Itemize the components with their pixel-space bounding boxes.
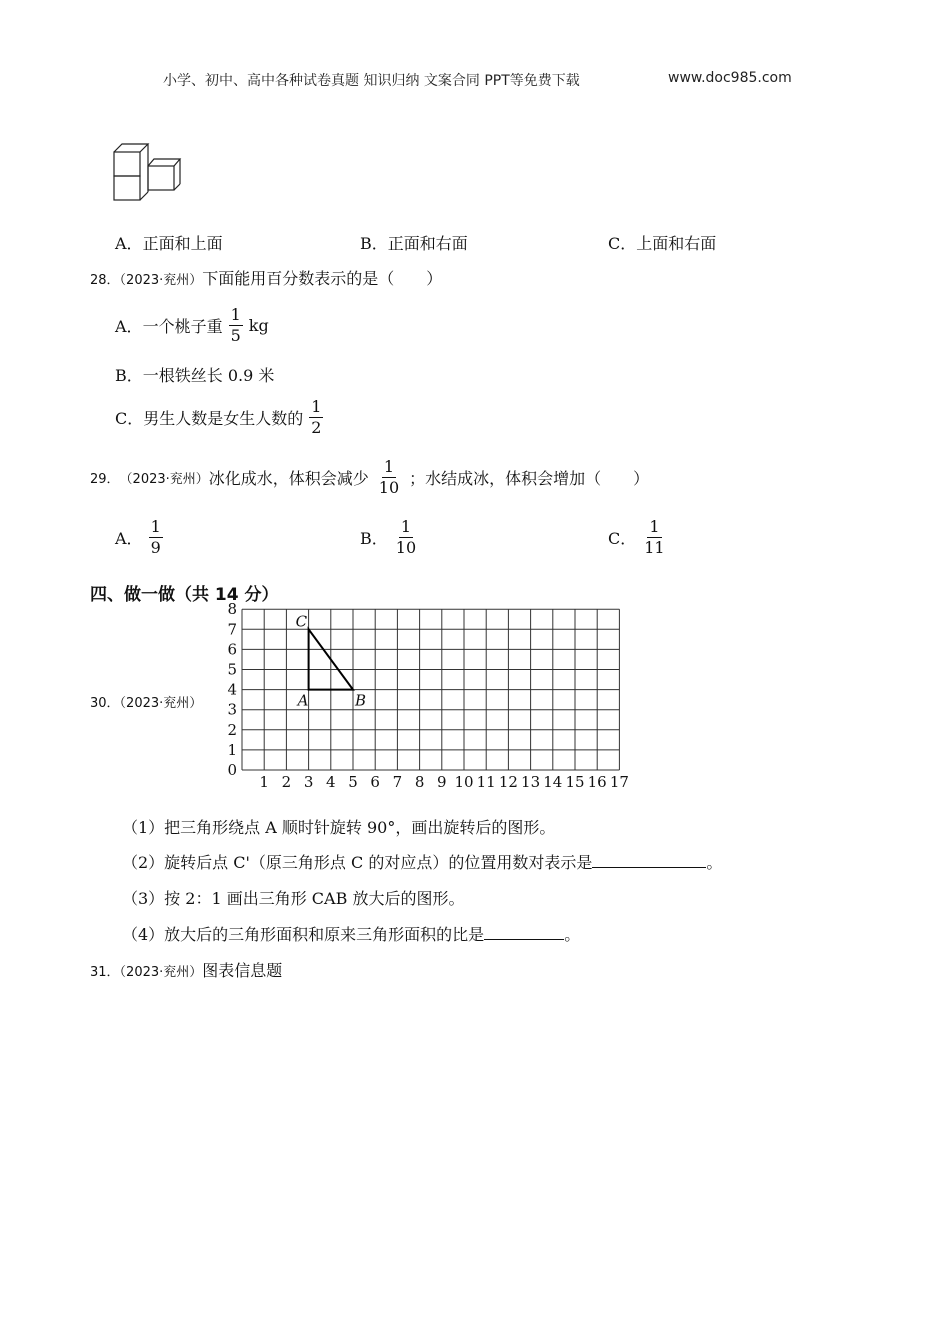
header-left-text: 小学、初中、高中各种试卷真题 知识归纳 文案合同 PPT等免费下载 (163, 73, 580, 89)
q27-option-b[interactable] (360, 231, 468, 254)
x-tick-label: 5 (348, 773, 358, 791)
option-text: 一个桃子重 (142, 316, 223, 336)
question-number: 31． (90, 965, 120, 980)
q29-option-c[interactable] (608, 518, 673, 556)
x-tick-label: 7 (392, 773, 403, 791)
option-letter: C． (608, 528, 637, 548)
q30-sub1: （1）把三角形绕点 A 顺时针旋转 90°，画出旋转后的图形。 (122, 818, 556, 837)
x-tick-label: 6 (370, 773, 380, 791)
option-text: 男生人数是女生人数的 (143, 408, 304, 428)
question-source: （2023·兖州） (119, 471, 209, 487)
question-text: 图表信息题 (202, 961, 283, 980)
point-label-a: A (297, 691, 309, 710)
q28-option-b[interactable] (115, 363, 274, 386)
y-tick-label: 5 (227, 660, 237, 679)
x-tick-label: 14 (543, 773, 563, 791)
option-text: 上面和右面 (636, 234, 717, 253)
y-tick-label: 1 (227, 740, 237, 759)
question-source: （2023·兖州） (119, 965, 203, 980)
numerator: 1 (311, 397, 322, 416)
answer-blank[interactable] (484, 925, 564, 940)
q28-stem (90, 266, 442, 289)
fraction (229, 306, 243, 344)
x-tick-label: 9 (437, 773, 447, 791)
unit: kg (248, 315, 269, 335)
x-tick-label: 2 (281, 773, 292, 791)
question-number: 29． (90, 471, 120, 487)
point-label-c: C (295, 612, 308, 631)
option-text: 正面和右面 (387, 234, 468, 253)
answer-blank[interactable] (592, 853, 706, 868)
q29-option-b[interactable] (360, 518, 424, 556)
y-tick-label: 4 (227, 680, 237, 699)
x-tick-label: 8 (414, 773, 425, 791)
y-tick-label: 3 (227, 700, 237, 719)
option-letter: A． (115, 234, 143, 253)
option-text: 一根铁丝长 0.9 米 (142, 366, 275, 385)
question-source: （2023·兖州） (119, 696, 203, 711)
x-tick-label: 12 (498, 773, 518, 791)
q28-option-a[interactable] (115, 306, 269, 344)
option-letter: B． (360, 528, 388, 548)
option-letter: A． (115, 528, 143, 548)
point-label-b: B (355, 691, 367, 710)
question-text: 下面能用百分数表示的是（ ） (202, 269, 443, 288)
question-text: 冰化成水，体积会减少 (208, 468, 369, 488)
x-tick-label: 13 (521, 773, 541, 791)
q28-option-c[interactable] (115, 398, 329, 436)
fraction (394, 518, 418, 556)
y-tick-label: 8 (227, 600, 237, 619)
x-tick-label: 16 (587, 773, 607, 791)
option-letter: A． (115, 316, 143, 336)
fraction (149, 518, 163, 556)
x-tick-label: 17 (609, 773, 629, 791)
option-letter: B． (115, 366, 143, 385)
question-text: ；水结成冰，体积会增加（ ） (409, 468, 650, 488)
y-tick-label: 6 (227, 640, 237, 659)
denominator: 10 (395, 537, 417, 557)
x-tick-label: 1 (259, 773, 269, 791)
numerator: 1 (150, 517, 161, 536)
denominator: 2 (311, 417, 322, 437)
option-letter: C． (608, 234, 637, 253)
numerator: 1 (400, 517, 412, 536)
y-tick-label: 7 (227, 620, 237, 639)
denominator: 9 (150, 537, 161, 557)
numerator: 1 (230, 305, 241, 324)
option-letter: C． (115, 408, 144, 428)
x-tick-label: 15 (565, 773, 585, 791)
numerator: 1 (383, 457, 395, 476)
q30-sub3: （3）按 2：1 画出三角形 CAB 放大后的图形。 (122, 889, 465, 908)
y-tick-label: 2 (227, 720, 237, 739)
x-tick-label: 11 (476, 773, 496, 791)
punctuation: 。 (706, 853, 723, 872)
question-number: 30． (90, 696, 120, 711)
section-title: 四、做一做（共 14 分） (90, 585, 279, 605)
q30-sub4 (122, 922, 580, 945)
fraction (377, 458, 401, 496)
x-tick-label: 3 (303, 773, 314, 791)
q31-stem (90, 958, 282, 981)
header-site-link[interactable]: www.doc985.com (668, 70, 792, 86)
fraction (309, 398, 323, 436)
option-text: 正面和上面 (142, 234, 223, 253)
q27-option-c[interactable] (608, 231, 716, 254)
y-tick-label: 0 (227, 761, 237, 779)
q30-sub2 (122, 850, 722, 873)
question-number: 28． (90, 273, 120, 288)
q27-option-a[interactable] (115, 231, 223, 254)
punctuation: 。 (564, 925, 581, 944)
denominator: 11 (644, 537, 665, 557)
q30-label (90, 692, 202, 711)
question-text: （4）放大后的三角形面积和原来三角形面积的比是 (122, 925, 485, 944)
question-source: （2023·兖州） (119, 273, 203, 288)
q29-option-a[interactable] (115, 518, 169, 556)
numerator: 1 (649, 517, 660, 536)
coordinate-grid (222, 598, 642, 794)
x-tick-label: 4 (326, 773, 336, 791)
fraction (642, 518, 666, 556)
q29-stem (90, 458, 649, 496)
denominator: 5 (230, 325, 241, 345)
denominator: 10 (378, 477, 400, 497)
question-text: （2）旋转后点 C'（原三角形点 C 的对应点）的位置用数对表示是 (122, 853, 593, 872)
x-tick-label: 10 (454, 773, 474, 791)
cube-stack-figure (110, 140, 186, 202)
option-letter: B． (360, 234, 388, 253)
